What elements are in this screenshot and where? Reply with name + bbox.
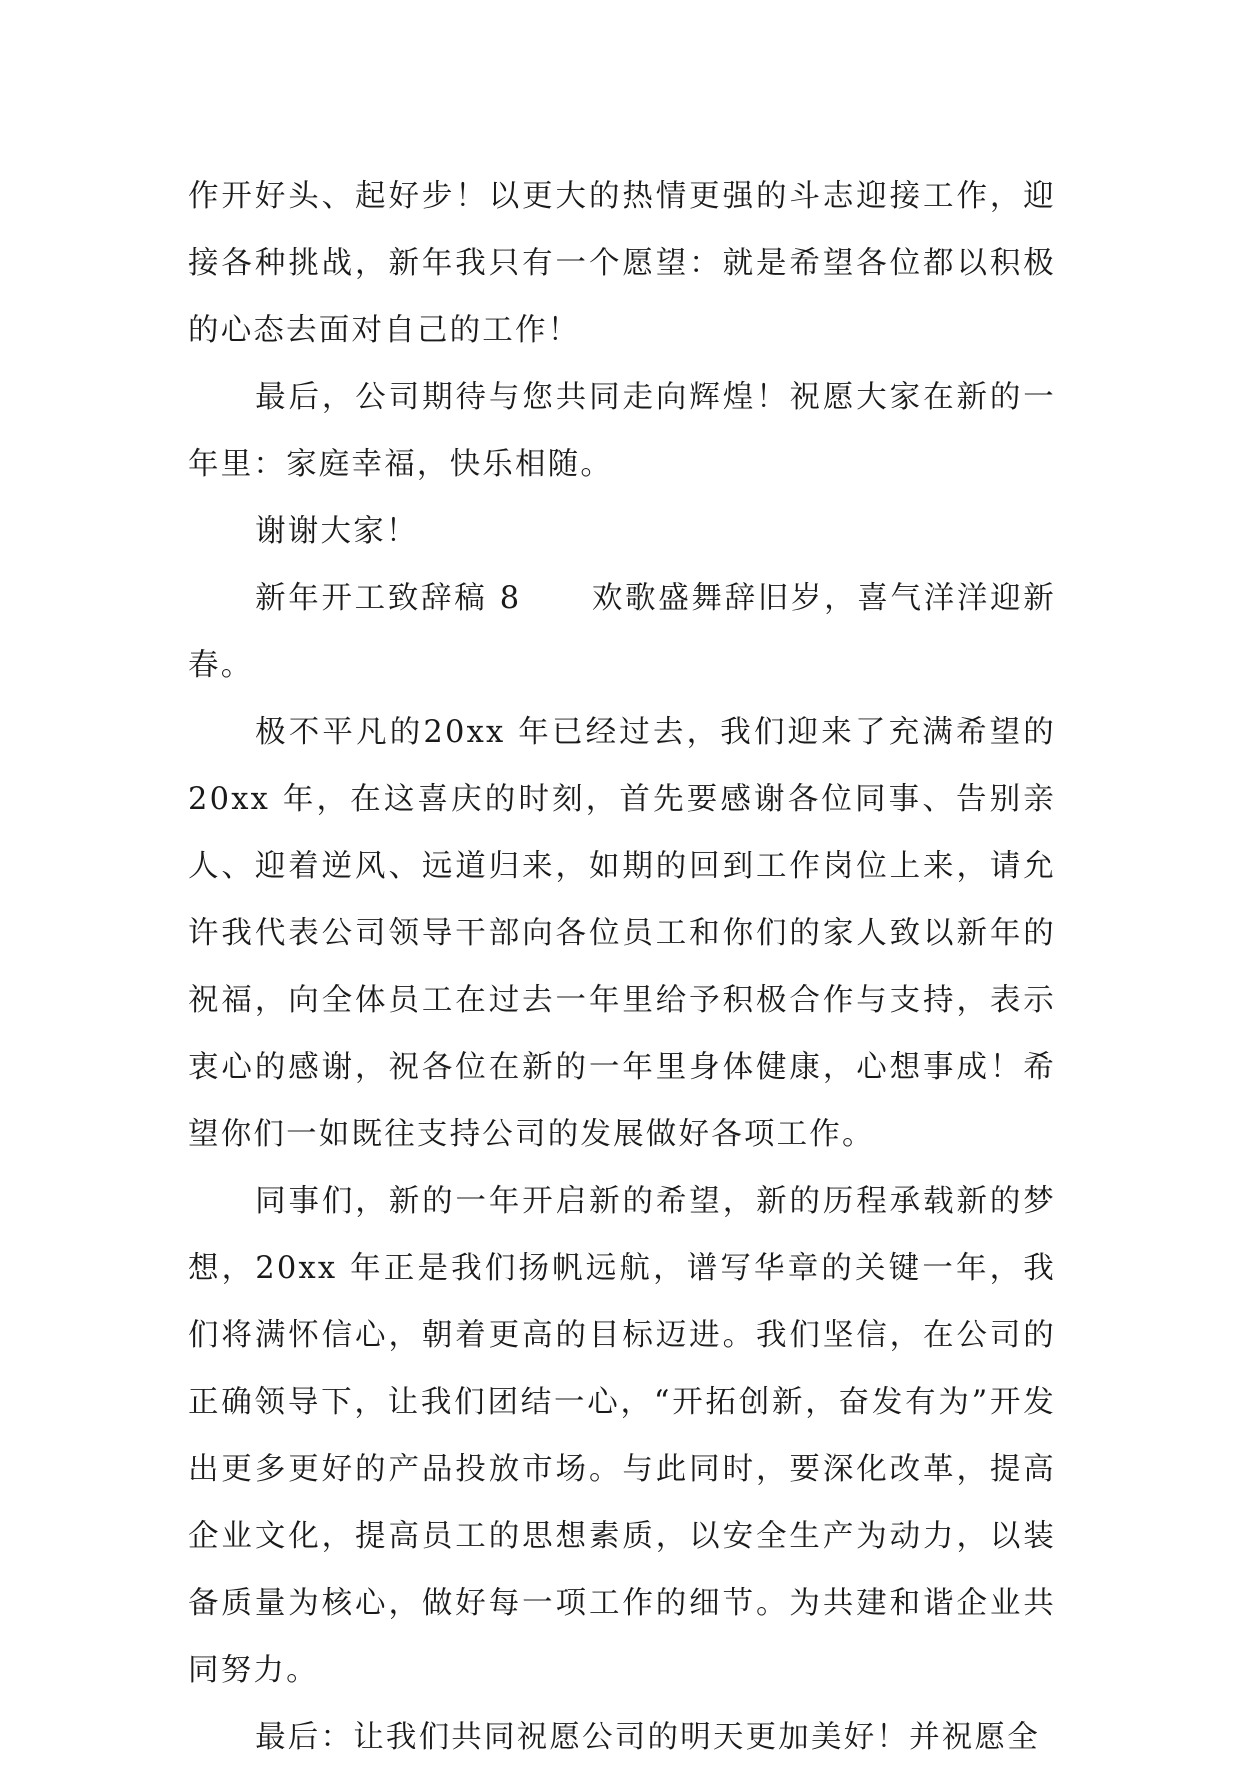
document-body <box>188 163 1056 1771</box>
section-heading <box>188 565 1056 699</box>
paragraph-thanks: 谢谢大家！ <box>255 514 419 549</box>
section-lead: 欢歌盛舞辞旧岁，喜气洋洋迎新春。 <box>188 581 1056 683</box>
paragraph-final: 最后：让我们共同祝愿公司的明天更加美好！并祝愿全 <box>255 1720 1040 1755</box>
paragraph-year-review: 极不平凡的20xx 年已经过去，我们迎来了充满希望的20xx 年，在这喜庆的时刻，首先要感谢各位同事、告别亲人、迎着逆风、远道归来，如期的回到工作岗位上来，请允许我代表公司领导干部向各位员工和你们的家人致以新年的祝福，向全体员工在过去一年里给予积极合作与支持，表示衷心的感谢，祝各位在新的一年里身体健康，心想事成！希望你们一如既往支持公司的发展做好各项工作。 <box>188 715 1056 1152</box>
paragraph-continuation: 作开好头、起好步！以更大的热情更强的斗志迎接工作，迎接各种挑战，新年我只有一个愿望：就是希望各位都以积极的心态去面对自己的工作！ <box>188 179 1056 348</box>
paragraph-colleagues: 同事们，新的一年开启新的希望，新的历程承载新的梦想，20xx 年正是我们扬帆远航，谱写华章的关键一年，我们将满怀信心，朝着更高的目标迈进。我们坚信，在公司的正确领导下，让我们团结一心，“开拓创新，奋发有为”开发出更多更好的产品投放市场。与此同时，要深化改革，提高企业文化，提高员工的思想素质，以安全生产为动力，以装备质量为核心，做好每一项工作的细节。为共建和谐企业共同努力。 <box>188 1184 1056 1688</box>
section-title: 新年开工致辞稿 8 <box>255 581 522 616</box>
paragraph-closing-wish: 最后，公司期待与您共同走向辉煌！祝愿大家在新的一年里：家庭幸福，快乐相随。 <box>188 380 1056 482</box>
